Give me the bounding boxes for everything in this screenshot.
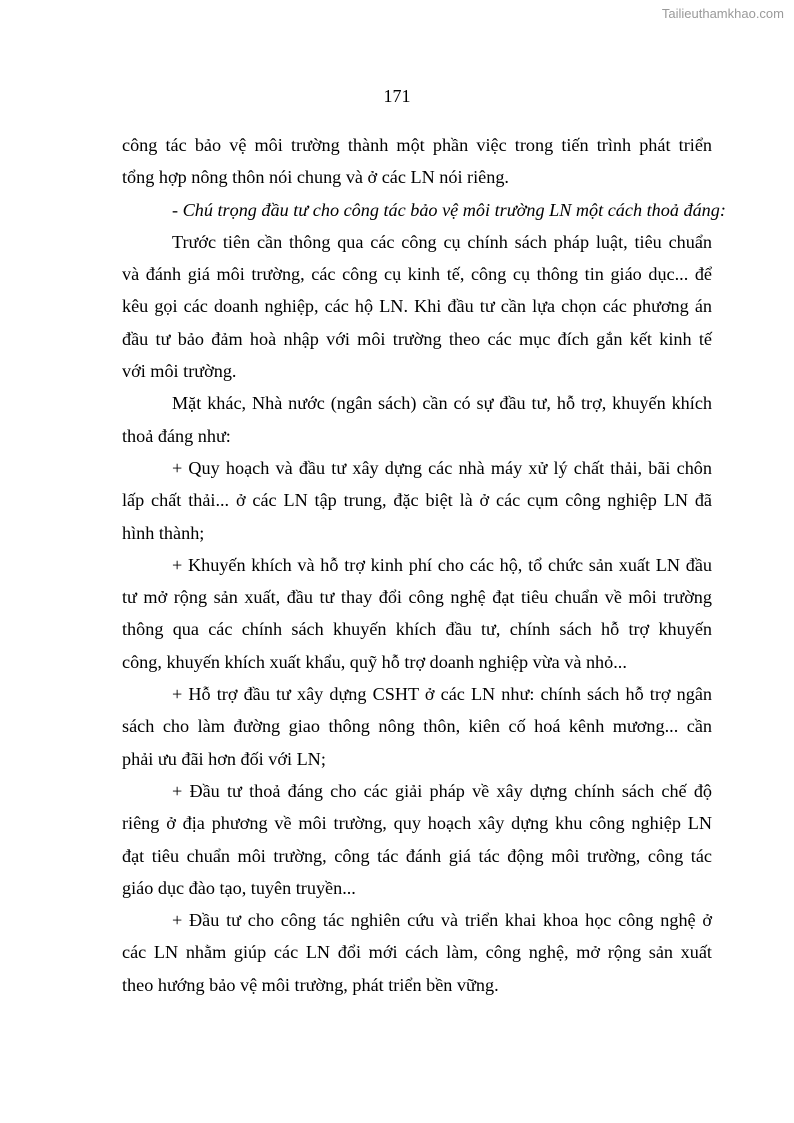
text-line: + Đầu tư cho công tác nghiên cứu và triển khai khoa học công nghệ ở xyxy=(172,910,712,931)
text-line: kêu gọi các doanh nghiệp, các hộ LN. Khi đầu tư cần lựa chọn các phương án xyxy=(122,296,712,317)
text-line: tư mở rộng sản xuất, đầu tư thay đổi công nghệ đạt tiêu chuẩn về môi trường xyxy=(122,587,712,608)
text-line: lấp chất thải... ở các LN tập trung, đặc biệt là ở các cụm công nghiệp LN đã xyxy=(122,490,712,511)
text-line: các LN nhằm giúp các LN đổi mới cách làm, công nghệ, mở rộng sản xuất xyxy=(122,942,712,963)
text-line: - Chú trọng đầu tư cho công tác bảo vệ môi trường LN một cách thoả đáng: xyxy=(172,199,726,220)
text-line: công, khuyến khích xuất khẩu, quỹ hỗ trợ doanh nghiệp vừa và nhỏ... xyxy=(122,651,627,672)
text-line: + Quy hoạch và đầu tư xây dựng các nhà máy xử lý chất thải, bãi chôn xyxy=(172,457,712,478)
text-line: + Đầu tư thoả đáng cho các giải pháp về xây dựng chính sách chế độ xyxy=(172,780,712,801)
document-body xyxy=(122,129,726,1001)
section-heading xyxy=(122,194,726,226)
paragraph xyxy=(122,549,712,678)
paragraph xyxy=(122,387,712,452)
text-line: sách cho làm đường giao thông nông thôn, kiên cố hoá kênh mương... cần xyxy=(122,716,712,737)
text-line: phải ưu đãi hơn đối với LN; xyxy=(122,748,326,769)
text-line: và đánh giá môi trường, các công cụ kinh tế, công cụ thông tin giáo dục... để xyxy=(122,264,712,285)
text-line: đạt tiêu chuẩn môi trường, công tác đánh giá tác động môi trường, công tác xyxy=(122,845,712,866)
paragraph xyxy=(122,452,712,549)
text-line: riêng ở địa phương về môi trường, quy hoạch xây dựng khu công nghiệp LN xyxy=(122,813,712,834)
text-line: Mặt khác, Nhà nước (ngân sách) cần có sự đầu tư, hỗ trợ, khuyến khích xyxy=(172,393,712,414)
text-line: tổng hợp nông thôn nói chung và ở các LN nói riêng. xyxy=(122,167,509,188)
paragraph xyxy=(122,775,712,904)
paragraph xyxy=(122,226,712,387)
text-line: Trước tiên cần thông qua các công cụ chính sách pháp luật, tiêu chuẩn xyxy=(172,231,712,252)
watermark: Tailieuthamkhao.com xyxy=(661,6,784,21)
text-line: công tác bảo vệ môi trường thành một phần việc trong tiến trình phát triển xyxy=(122,135,712,155)
paragraph xyxy=(122,904,712,1001)
text-line: đầu tư bảo đảm hoà nhập với môi trường theo các mục đích gắn kết kinh tế xyxy=(122,328,712,349)
paragraph xyxy=(122,678,712,775)
text-line: + Khuyến khích và hỗ trợ kinh phí cho các hộ, tổ chức sản xuất LN đầu xyxy=(172,554,712,575)
text-line: + Hỗ trợ đầu tư xây dựng CSHT ở các LN như: chính sách hỗ trợ ngân xyxy=(172,684,712,705)
text-line: với môi trường. xyxy=(122,361,237,382)
page-number: 171 xyxy=(383,86,411,106)
paragraph xyxy=(122,129,712,194)
text-line: hình thành; xyxy=(122,522,205,543)
text-line: theo hướng bảo vệ môi trường, phát triển bền vững. xyxy=(122,974,499,995)
text-line: giáo dục đào tạo, tuyên truyền... xyxy=(122,877,356,898)
text-line: thoả đáng như: xyxy=(122,425,231,446)
text-line: thông qua các chính sách khuyến khích đầu tư, chính sách hỗ trợ khuyến xyxy=(122,619,712,640)
